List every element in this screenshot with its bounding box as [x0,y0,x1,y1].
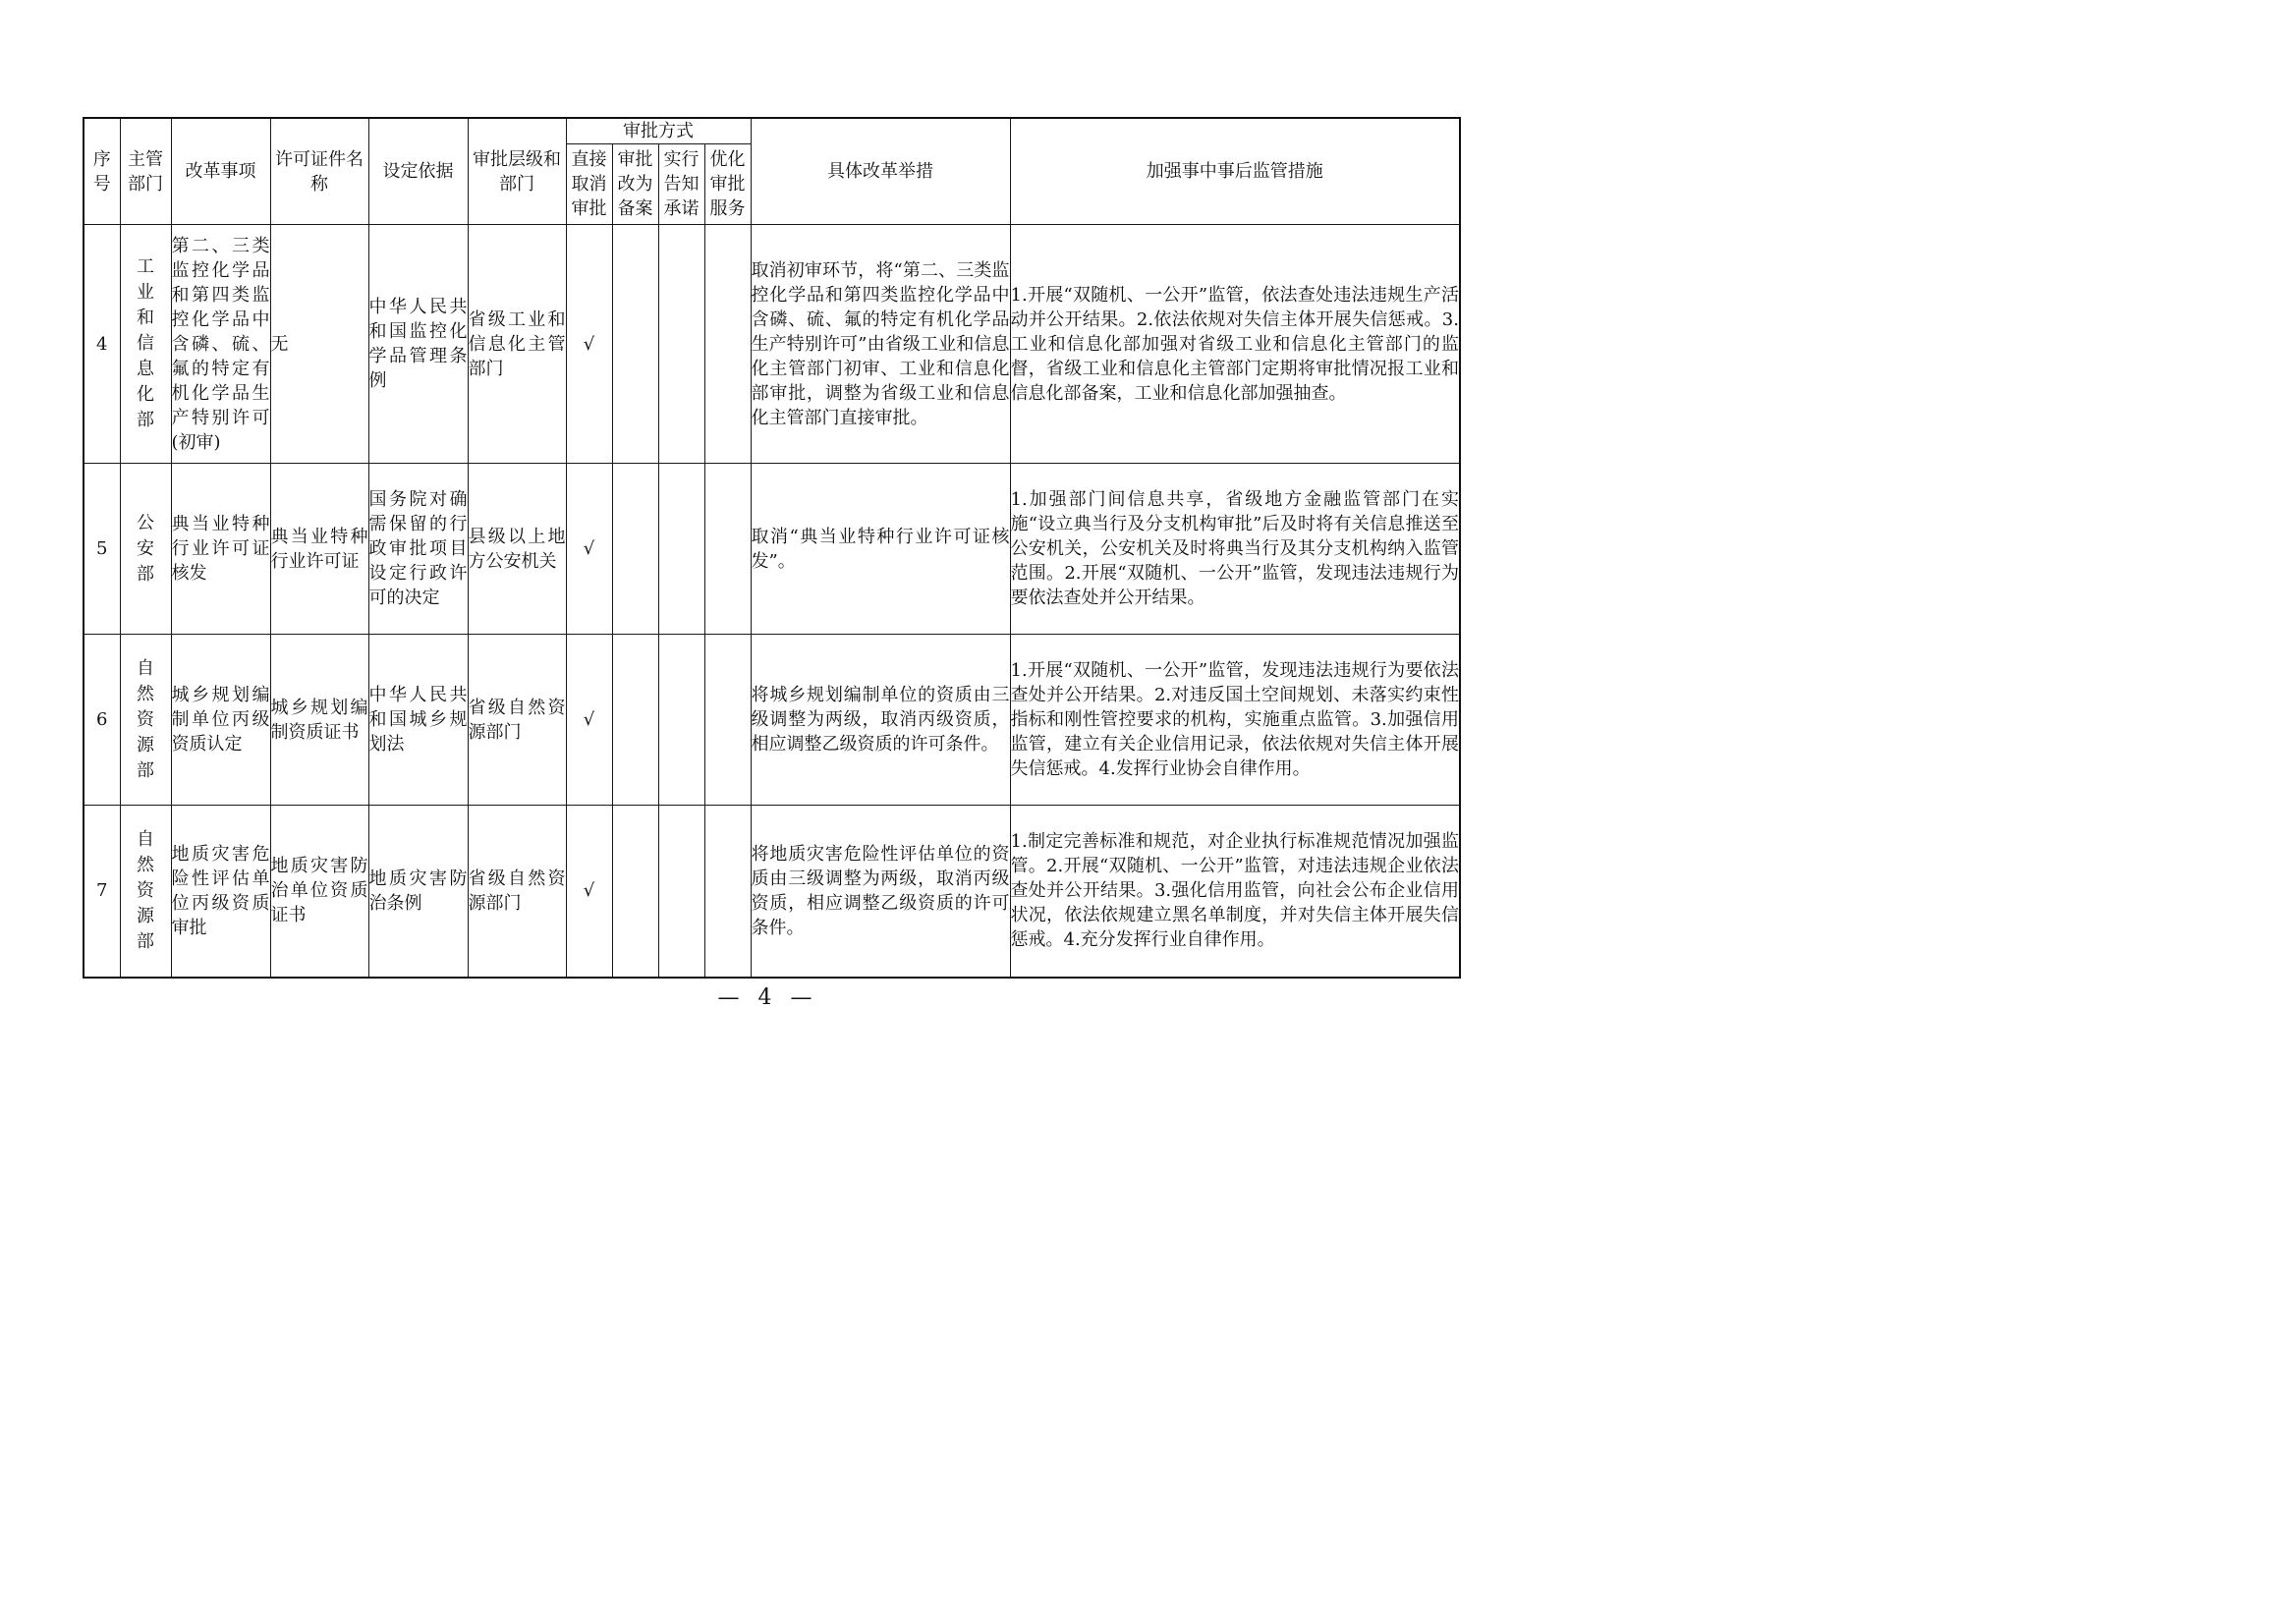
table-row [84,635,1460,806]
row-supervision: 1.制定完善标准和规范，对企业执行标准规范情况加强监管。2.开展“双随机、一公开”监管，对违法违规企业依法查处并公开结果。3.强化信用监管，向社会公布企业信用状况，依法依规建立黑名单制度，并对失信主体开展失信惩戒。4.充分发挥行业自律作用。 [1010,806,1460,978]
row-measures: 取消“典当业特种行业许可证核发”。 [751,464,1010,635]
header-dept: 主管部门 [120,118,171,225]
row-license: 无 [270,225,368,464]
header-method: 审批方式 [566,118,751,144]
row-mark-optimize [704,806,751,978]
row-mark-cancel: √ [566,806,612,978]
row-basis: 中华人民共和国监控化学品管理条例 [368,225,468,464]
header-level: 审批层级和部门 [468,118,566,225]
header-method-cancel: 直接取消审批 [566,144,612,225]
row-supervision: 1.开展“双随机、一公开”监管，依法查处违法违规生产活动并公开结果。2.依法依规对失信主体开展失信惩戒。3.工业和信息化部加强对省级工业和信息化主管部门的监督，省级工业和信息化主管部门定期将审批情况报工业和信息化部备案，工业和信息化部加强抽查。 [1010,225,1460,464]
header-measures: 具体改革举措 [751,118,1010,225]
page-number: — 4 — [717,985,818,1010]
row-license: 城乡规划编制资质证书 [270,635,368,806]
table-row [84,225,1460,464]
row-mark-filing [612,464,658,635]
row-mark-cancel: √ [566,635,612,806]
row-seq: 5 [84,464,120,635]
row-mark-cancel: √ [566,225,612,464]
row-basis: 国务院对确需保留的行政审批项目设定行政许可的决定 [368,464,468,635]
row-dept: 自然资源部 [137,657,154,781]
row-item: 典当业特种行业许可证核发 [171,464,270,635]
row-measures: 将地质灾害危险性评估单位的资质由三级调整为两级，取消丙级资质，相应调整乙级资质的许可条件。 [751,806,1010,978]
row-basis: 中华人民共和国城乡规划法 [368,635,468,806]
row-basis: 地质灾害防治条例 [368,806,468,978]
row-mark-notify [658,635,704,806]
row-measures: 将城乡规划编制单位的资质由三级调整为两级，取消丙级资质，相应调整乙级资质的许可条件。 [751,635,1010,806]
header-seq: 序号 [84,118,120,225]
row-level: 省级自然资源部门 [468,635,566,806]
row-mark-cancel: √ [566,464,612,635]
row-dept: 自然资源部 [137,828,154,952]
row-seq: 4 [84,225,120,464]
header-method-optimize: 优化审批服务 [704,144,751,225]
row-mark-filing [612,225,658,464]
row-mark-optimize [704,225,751,464]
row-measures: 取消初审环节，将“第二、三类监控化学品和第四类监控化学品中含磷、硫、氟的特定有机化学品生产特别许可”由省级工业和信息化主管部门初审、工业和信息化部审批，调整为省级工业和信息化主管部门直接审批。 [751,225,1010,464]
row-mark-notify [658,225,704,464]
row-supervision: 1.开展“双随机、一公开”监管，发现违法违规行为要依法查处并公开结果。2.对违反国土空间规划、未落实约束性指标和刚性管控要求的机构，实施重点监管。3.加强信用监管，建立有关企业信用记录，依法依规对失信主体开展失信惩戒。4.发挥行业协会自律作用。 [1010,635,1460,806]
row-mark-optimize [704,635,751,806]
header-supervision: 加强事中事后监管措施 [1010,118,1460,225]
row-level: 省级工业和信息化主管部门 [468,225,566,464]
row-item: 第二、三类监控化学品和第四类监控化学品中含磷、硫、氟的特定有机化学品生产特别许可(初审) [171,225,270,464]
row-dept: 工业和信息化部 [137,256,154,430]
row-seq: 7 [84,806,120,978]
row-license: 地质灾害防治单位资质证书 [270,806,368,978]
row-item: 城乡规划编制单位丙级资质认定 [171,635,270,806]
header-basis: 设定依据 [368,118,468,225]
row-dept: 公安部 [137,512,154,585]
row-mark-filing [612,806,658,978]
table-row [84,464,1460,635]
row-mark-notify [658,464,704,635]
header-row-1 [84,118,1460,144]
header-license: 许可证件名称 [270,118,368,225]
table-row [84,806,1460,978]
reform-table [83,117,1461,979]
row-supervision: 1.加强部门间信息共享，省级地方金融监管部门在实施“设立典当行及分支机构审批”后及时将有关信息推送至公安机关，公安机关及时将典当行及其分支机构纳入监管范围。2.开展“双随机、一公开”监管，发现违法违规行为要依法查处并公开结果。 [1010,464,1460,635]
row-mark-filing [612,635,658,806]
header-method-notify: 实行告知承诺 [658,144,704,225]
row-seq: 6 [84,635,120,806]
row-license: 典当业特种行业许可证 [270,464,368,635]
row-mark-notify [658,806,704,978]
row-mark-optimize [704,464,751,635]
row-level: 省级自然资源部门 [468,806,566,978]
row-item: 地质灾害危险性评估单位丙级资质审批 [171,806,270,978]
header-method-filing: 审批改为备案 [612,144,658,225]
row-level: 县级以上地方公安机关 [468,464,566,635]
header-item: 改革事项 [171,118,270,225]
